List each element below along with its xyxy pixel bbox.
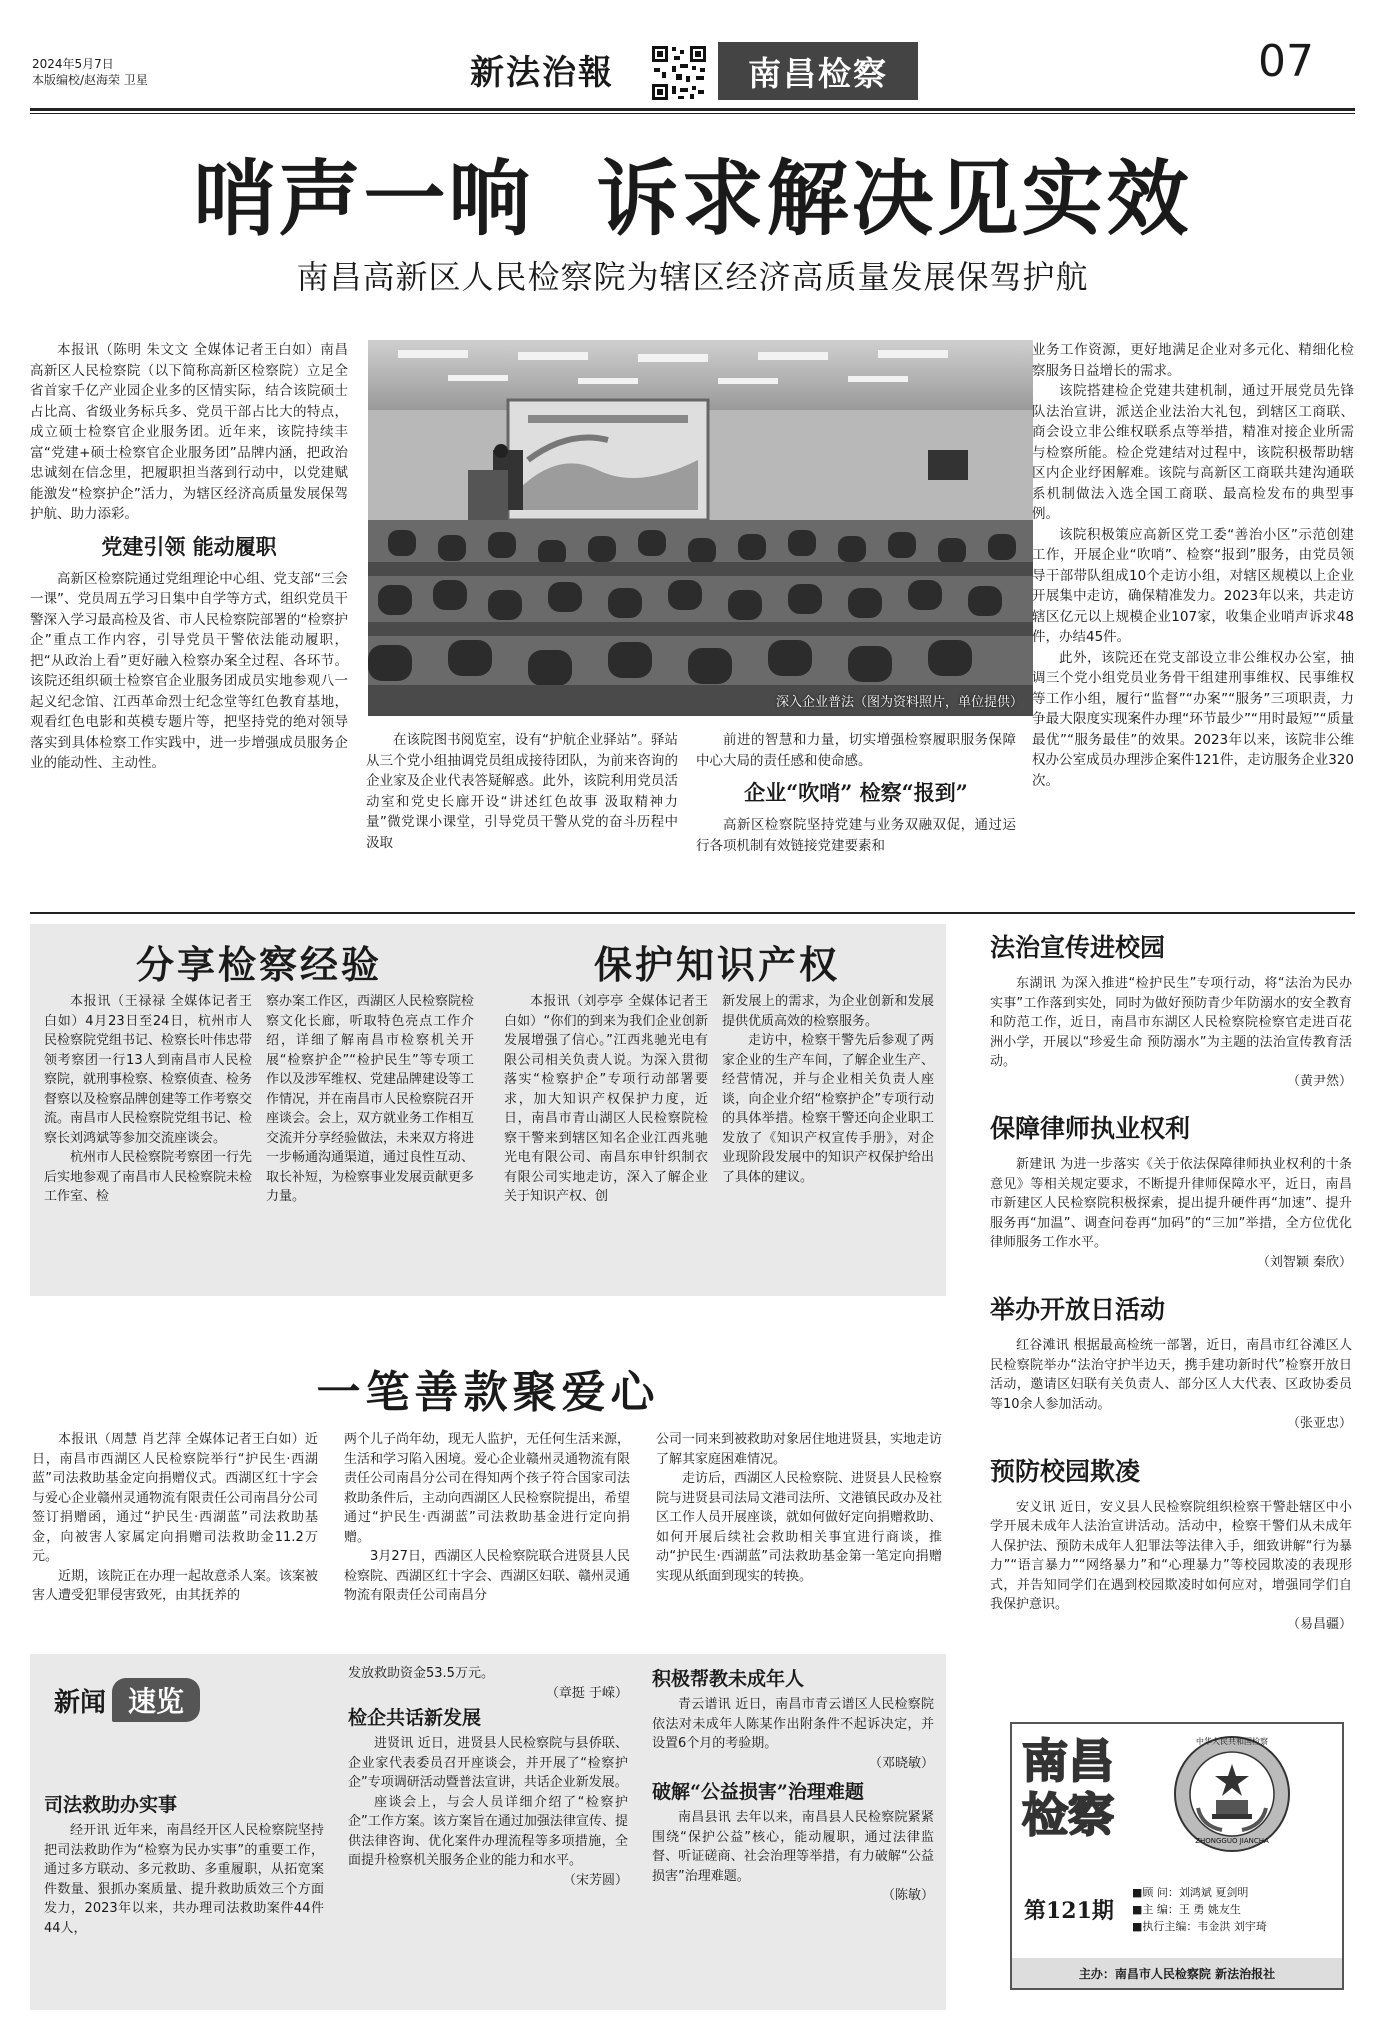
news-item-text: 青云谱讯 近日，南昌市青云谱区人民检察院依法对未成年人陈某作出附条件不起诉决定，并设置6个月的考验期。	[652, 1697, 934, 1751]
staff-line: ■顾 问：刘鸿斌 夏剑明	[1132, 1886, 1249, 1899]
brief-title: 法治宣传进校园	[990, 933, 1166, 962]
ip-paragraph: 本报讯（刘亭亭 全媒体记者王白如）“你们的到来为我们企业创新发展增强了信心。”江西兆驰光电有限公司相关负责人说。为深入贯彻落实“检察护企”专项行动部署要求，加大知识产权保护力度，近日，南昌市青山湖区人民检察院检察干警来到辖区知名企业江西兆驰光电有限公司、南昌东申针织制衣有限公司实地走访，深入了解企业关于知识产权、创	[504, 994, 708, 1204]
lead-paragraph: 此外，该院还在党支部设立非公维权办公室，抽调三个党小组党员业务骨干组建刑事维权、民事维权等工作小组，履行“监督”“办案”“服务”三项职责，力争最大限度实现案件办理“环节最少”“用时最短”“质量最优”“服务最佳”的效果。2023年以来，该院非公维权办公室成员办理涉企案件121件，走访服务企业320次。	[1032, 649, 1354, 789]
charity-paragraph: 公司一同来到被救助对象居住地进贤县，实地走访了解其家庭困难情况。	[656, 1432, 942, 1467]
brief-title: 预防校园欺凌	[990, 1456, 1141, 1486]
charity-paragraph: 两个儿子尚年幼，现无人监护，无任何生活来源，生活和学习陷入困境。爱心企业赣州灵通物流有限责任公司南昌分公司在得知两个孩子符合国家司法救助条件后，主动向西湖区人民检察院提出，希望通过“护民生·西湖蓝”司法救助基金进行定向捐赠。	[344, 1432, 630, 1545]
news-item-title: 积极帮教未成年人	[652, 1668, 805, 1690]
brief-author: （张亚忠）	[1286, 1416, 1352, 1431]
lead-column-1	[30, 340, 348, 892]
news-item-text: 进贤讯 近日，进贤县人民检察院与县侨联、企业家代表委员召开座谈会，并开展了“检察护企”专项调研活动暨普法宣讲，共话企业新发展。	[348, 1736, 628, 1790]
brand-line-2: 检察	[1022, 1788, 1114, 1842]
issue-number: 第121期	[1024, 1898, 1114, 1924]
brief-author: （易昌疆）	[1286, 1616, 1352, 1632]
charity-paragraph: 近期，该院正在办理一起故意杀人案。该案被害人遭受犯罪侵害致死，由其抚养的	[32, 1568, 318, 1603]
lead-subhead: 党建引领 能动履职	[101, 533, 277, 559]
brief-text: 安义讯 近日，安义县人民检察院组织检察干警赴辖区中小学开展未成年人法治宣讲活动。活动中，检察干警们从未成年人保护法、预防未成年人犯罪法等法律入手，细致讲解“行为暴力”“语言暴力”“网络暴力”和“心理暴力”等校园欺凌的表现形式，并告知同学们在遇到校园欺凌时如何应对，增强同学们自我保护意识。	[990, 1499, 1352, 1612]
brand-block	[1022, 1734, 1132, 1852]
section-divider	[30, 912, 1355, 914]
emblem-text: 中华人民共和国检察	[1196, 1737, 1268, 1746]
news-item-text: 南昌县讯 去年以来，南昌县人民检察院紧紧围绕“保护公益”核心，能动履职，通过法律监督、听证磋商、社会治理等举措，有力破解“公益损害”治理难题。	[652, 1810, 934, 1884]
procuratorate-emblem-icon	[1172, 1734, 1292, 1854]
section-info-box	[1010, 1722, 1344, 1990]
brief-title: 保障律师执业权利	[990, 1114, 1191, 1143]
brief-text: 红谷滩讯 根据最高检统一部署，近日，南昌市红谷滩区人民检察院举办“法治守护半边天，携手建功新时代”检察开放日活动，邀请区妇联有关负责人、部分区人大代表、区政协委员等10余人参加活动。	[990, 1338, 1352, 1412]
ip-title: 保护知识产权	[593, 942, 840, 987]
lead-photo	[368, 340, 1033, 716]
section-name: 南昌检察	[748, 53, 888, 93]
brief-author: （黄尹然）	[1286, 1073, 1352, 1089]
ip-paragraph: 新发展上的需求，为企业创新和发展提供优质高效的检察服务。	[722, 994, 934, 1029]
news-flash-label	[54, 1680, 200, 1720]
emblem-en: ZHONGGUO JIANCHA	[1195, 1837, 1269, 1845]
lead-column-2	[366, 730, 678, 896]
news-item-text: 座谈会上，与会人员详细介绍了“检察护企”工作方案。该方案旨在通过加强法律宣传、提供法律咨询、优化案件办理流程等多项措施，全面提升检察机关服务企业的能力和水平。	[348, 1794, 628, 1868]
news-column-3	[652, 1664, 934, 2004]
charity-column-1	[32, 1430, 318, 1630]
masthead-rule-thin	[30, 113, 1355, 114]
masthead-date: 2024年5月7日	[32, 57, 114, 71]
lead-paragraph: 高新区检察院通过党组理论中心组、党支部“三会一课”、党员周五学习日集中自学等方式，组织党员干警深入学习最高检及省、市人民检察院部署的“检察护企”重点工作内容，引导党员干警依法能动履职，把“从政治上看”更好融入检察办案全过程、各环节。该院还组织硕士检察官企业服务团成员实地参观八一起义纪念馆、江西革命烈士纪念堂等红色教育基地，观看红色电影和英模专题片等，把坚持党的绝对领导落实到具体检察工作实践中，进一步增强成员服务企业的能动性、主动性。	[30, 570, 348, 771]
lead-paragraph: 该院积极策应高新区党工委“善治小区”示范创建工作，开展企业“吹哨”、检察“报到”服务，由党员领导干部带队组成10个走访小组，对辖区规模以上企业开展集中走访，确保精准发力。2023年以来，共走访辖区亿元以上规模企业107家，收集企业哨声诉求48件，办结45件。	[1032, 526, 1354, 645]
staff-line: ■主 编：王 勇 姚友生	[1132, 1903, 1241, 1916]
sponsor-bar	[1012, 1958, 1342, 1988]
news-column-1	[44, 1790, 324, 2002]
charity-column-2	[344, 1430, 630, 1630]
lead-headline: 哨声一响 诉求解决见实效	[193, 152, 1192, 247]
staff-list	[1132, 1884, 1267, 1935]
news-item-author: （陈敏）	[881, 1888, 934, 1903]
ip-paragraph: 走访中，检察干警先后参观了两家企业的生产车间，了解企业生产、经营情况，并与企业相关负责人座谈，向企业介绍“检察护企”专项行动的具体举措。检察干警还向企业职工发放了《知识产权宣传手册》，对企业现阶段发展中的知识产权保护给出了具体的建议。	[722, 1033, 934, 1185]
brief-text: 新建讯 为进一步落实《关于依法保障律师执业权利的十条意见》等相关规定要求，不断提升律师保障水平，近日，南昌市新建区人民检察院积极探索，提出提升硬件再“加速”、提升服务再“加温”、调查问卷再“加码”的“三加”举措，全方位优化律师服务工作水平。	[990, 1157, 1352, 1250]
brief-title: 举办开放日活动	[990, 1295, 1166, 1324]
news-item-title: 检企共话新发展	[348, 1707, 482, 1729]
news-item-author: （邓晓敏）	[868, 1755, 934, 1771]
news-flash-label-1: 新闻	[54, 1687, 107, 1718]
share-paragraph: 杭州市人民检察院考察团一行先后实地参观了南昌市人民检察院未检工作室、检	[44, 1150, 252, 1204]
brief-text: 东湖讯 为深入推进“检护民生”专项行动，将“法治为民办实事”工作落到实处，同时为做好预防青少年防溺水的安全教育和防范工作，近日，南昌市东湖区人民检察院检察官走进百花洲小学，开展以“珍爱生命 预防溺水”为主题的法治宣传教育活动。	[990, 976, 1352, 1069]
news-flash-label-2: 速览	[112, 1678, 200, 1722]
charity-paragraph: 3月27日，西湖区人民检察院联合进贤县人民检察院、西湖区红十字会、西湖区妇联、赣州灵通物流有限责任公司南昌分	[344, 1549, 630, 1603]
share-column-2	[266, 992, 474, 1288]
news-item-title: 破解“公益损害”治理难题	[652, 1781, 864, 1803]
lead-paragraph: 本报讯（陈明 朱文文 全媒体记者王白如）南昌高新区人民检察院（以下简称高新区检察院）立足全省首家千亿产业园企业多的区情实际，结合该院硕士占比高、省级业务标兵多、党员干部占比大的特点，成立硕士检察官企业服务团。近年来，该院持续丰富“党建+硕士检察官企业服务团”品牌内涵，把政治忠诚刻在信念里，把履职担当落到行动中，以党建赋能激发“检察护企”活力，为辖区经济高质量发展保驾护航、助力添彩。	[30, 342, 348, 522]
share-column-1	[44, 992, 252, 1288]
news-item-text: 经开讯 近年来，南昌经开区人民检察院坚持把司法救助作为“检察为民办实事”的重要工作，通过多方联动、多元救助、多重履职，从拓宽案件数量、狠抓办案质量、提升救助质效三个方面发力，2023年以来，共办理司法救助案件44件44人，	[44, 1823, 324, 1936]
masthead-rule	[30, 108, 1355, 111]
news-item-title: 司法救助办实事	[44, 1794, 178, 1816]
staff-line: ■执行主编：韦金洪 刘宇琦	[1132, 1920, 1267, 1933]
lead-paragraph: 高新区检察院坚持党建与业务双融双促，通过运行各项机制有效链接党建要素和	[696, 817, 1016, 854]
ip-column-2	[722, 992, 934, 1288]
lead-column-4	[1032, 340, 1354, 896]
lead-paragraph: 前进的智慧和力量，切实增强检察履职服务保障中心大局的责任感和使命感。	[696, 732, 1016, 769]
lead-subhead: 企业“吹哨” 检察“报到”	[744, 780, 968, 805]
news-item-author: （宋芳圆）	[562, 1872, 628, 1888]
news-item-author: （章挺 于嵘）	[545, 1685, 628, 1701]
brand-line-1: 南昌	[1022, 1734, 1114, 1788]
sponsor-text: 主办：南昌市人民检察院 新法治报社	[1078, 1966, 1276, 1981]
qr-code-icon	[650, 44, 708, 102]
brief-author: （刘智颖 秦欣）	[1256, 1254, 1352, 1270]
right-briefs	[990, 924, 1352, 1714]
lead-column-3	[696, 730, 1016, 896]
charity-paragraph: 走访后，西湖区人民检察院、进贤县人民检察院与进贤县司法局文港司法所、文港镇民政办及社区工作人员开展座谈，就如何做好定向捐赠救助、如何开展后续社会救助相关事宜进行商谈，推动“护民生·西湖蓝”司法救助基金第一笔定向捐赠实现从纸面到现实的转换。	[656, 1471, 942, 1584]
share-title: 分享检察经验	[135, 942, 382, 987]
lead-paragraph: 该院搭建检企党建共建机制，通过开展党员先锋队法治宣讲，派送企业法治大礼包，到辖区工商联、商会设立非公维权联系点等举措，精准对接企业所需与检察所能。检企党建结对过程中，该院积极帮助辖区内企业纾困解难。该院与高新区工商联共建沟通联系机制做法入选全国工商联、最高检发布的典型事例。	[1032, 383, 1354, 522]
charity-column-3	[656, 1430, 942, 1630]
charity-paragraph: 本报讯（周慧 肖艺萍 全媒体记者王白如）近日，南昌市西湖区人民检察院举行“护民生·西湖蓝”司法救助基金定向捐赠仪式。西湖区红十字会与爱心企业赣州灵通物流有限责任公司南昌分公司签订捐赠函，通过“护民生·西湖蓝”司法救助基金，向被害人家属定向捐赠司法救助金11.2万元。	[32, 1432, 318, 1564]
paper-name: 新法治報	[470, 53, 614, 93]
lead-subheadline: 南昌高新区人民检察院为辖区经济高质量发展保驾护航	[296, 258, 1089, 296]
share-paragraph: 本报讯（王禄禄 全媒体记者王白如）4月23日至24日，杭州市人民检察院党组书记、检察长叶伟忠带领考察团一行13人到南昌市人民检察院，就刑事检察、检察侦查、检务督察以及检察品牌创建等工作考察交流。南昌市人民检察院党组书记、检察长刘鸿斌等参加交流座谈会。	[44, 994, 252, 1146]
lead-paragraph: 业务工作资源，更好地满足企业对多元化、精细化检察服务日益增长的需求。	[1032, 342, 1354, 379]
news-item-text: 发放救助资金53.5万元。	[348, 1666, 494, 1681]
share-paragraph: 察办案工作区，西湖区人民检察院检察文化长廊，听取特色亮点工作介绍，详细了解南昌市检察机关开展“检察护企”“检护民生”等专项工作以及涉军维权、党建品牌建设等工作情况，并在南昌市人民检察院召开座谈会。会上，双方就业务工作相互交流并分享经验做法，未来双方将进一步畅通沟通渠道，通过良性互动、取长补短，为检察事业发展贡献更多力量。	[266, 994, 474, 1204]
photo-caption: 深入企业普法（图为资料照片，单位提供）	[775, 695, 1023, 710]
section-banner	[718, 42, 918, 100]
charity-title: 一笔善款聚爱心	[316, 1367, 660, 1418]
news-column-2	[348, 1664, 628, 2004]
ip-column-1	[504, 992, 708, 1288]
page-number: 07	[1258, 36, 1314, 87]
lead-paragraph: 在该院图书阅览室，设有“护航企业驿站”。驿站从三个党小组抽调党员组成接待团队，为前来咨询的企业家及企业代表答疑解惑。此外，该院利用党员活动室和党史长廊开设“讲述红色故事 汲取精神力量”微党课小课堂，引导党员干警从党的奋斗历程中汲取	[366, 732, 678, 851]
masthead-editors: 本版编校/赵海荣 卫星	[32, 73, 148, 87]
